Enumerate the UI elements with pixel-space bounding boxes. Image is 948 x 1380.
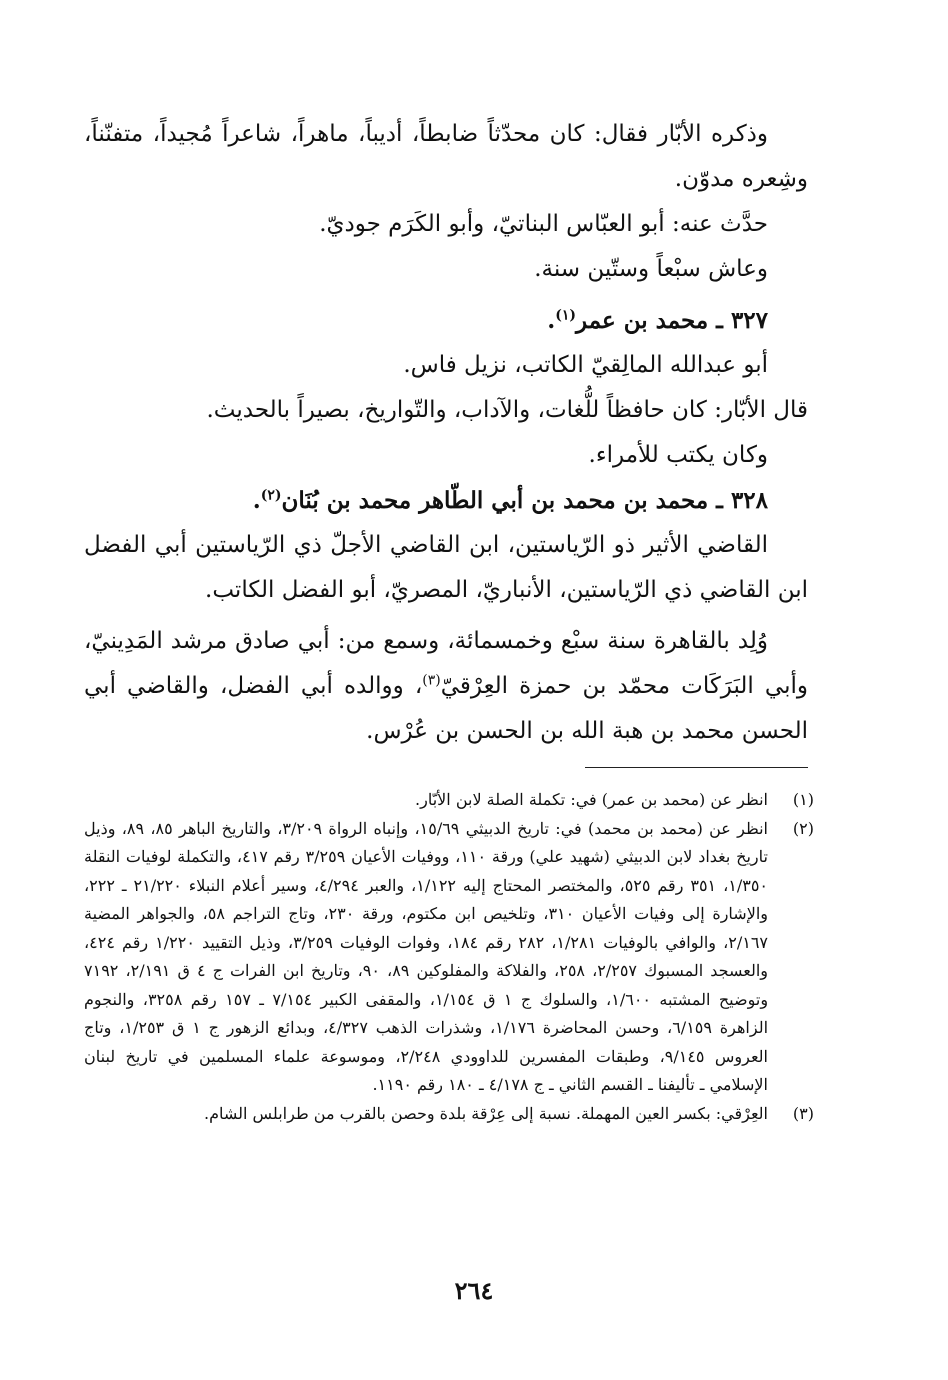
footnote-number: (١) [792,790,814,809]
entry-328-tail: . [252,487,261,514]
footnote [84,1100,814,1129]
entry-327-heading [84,298,808,343]
paragraph-lifespan: وعاش سبْعاً وستّين سنة. [534,256,768,282]
entry-328-heading [84,478,808,523]
entry-327-title: ٣٢٧ ـ محمد بن عمر [576,307,768,334]
entry-327-tail: . [547,307,556,334]
paragraph-abbar-quote: وذكره الأبّار فقال: كان محدّثاً ضابطاً، أديباً، ماهراً، شاعراً مُجيداً، متفنّناً، وشِعره مدوّن. [84,121,808,192]
footnote [84,786,814,815]
footnote [84,815,814,1100]
entry-328-title: ٣٢٨ ـ محمد بن محمد بن أبي الطّاهر محمد بن بُنَان [281,487,768,514]
footnote-number: (٢) [792,818,814,838]
footnote-ref-2: (٢) [260,487,282,504]
footnote-number: (٣) [792,1103,814,1123]
footnote-text: انظر عن (محمد بن عمر) في: تكملة الصلة لابن الأبّار. [415,790,768,809]
entry-328-lineage: القاضي الأثير ذو الرّياستين، ابن القاضي الأجلّ ذي الرّياستين أبي الفضل ابن القاضي ذي الرّياستين، الأنباريّ، المصريّ، أبو الفضل الكاتب. [84,532,808,603]
footnote-separator [585,767,808,768]
entry-328-birth-text: ، ووالده أبي الفضل، والقاضي أبي الحسن محمد بن هبة الله بن الحسن بن عُرْس. [84,673,808,744]
footnote-ref-1: (١) [555,307,576,324]
entry-328-birth-text: وُلِد بالقاهرة سنة سبْع وخمسمائة، وسمع من: أبي صادق مرشد المَدِينيّ، وأبي البَرَكَات محمّد بن حمزة العِرْقيّ [84,628,808,699]
footnotes [84,786,814,1128]
entry-327-line: أبو عبدالله المالِقيّ الكاتب، نزيل فاس. [403,352,768,378]
page-number: ٢٦٤ [454,1276,494,1305]
main-text [84,112,808,754]
entry-328-birth [84,619,808,754]
footnote-ref-3: (٣) [422,672,441,689]
entry-327-line: قال الأبّار: كان حافظاً للُّغات، والآداب، والتّواريخ، بصيراً بالحديث. [206,397,808,423]
entry-327-line: وكان يكتب للأمراء. [588,442,768,468]
footnote-text: انظر عن (محمد بن محمد) في: تاريخ الدبيثي ١٥/٦٩، وإنباه الرواة ٣/٢٠٩، والتاريخ الباهر ٨٥، ٨٩، وذيل تاريخ بغداد لابن الدبيثي (شهيد علي) ورقة ١١٠، ووفيات الأعيان ٣/٢٥٩ رقم ٤١٧، والتكملة لوفيات النقلة ١/٣٥٠، ٣٥١ رقم ٥٢٥، والمختصر المحتاج إليه ١/١٢٢، والعبر ٤/٢٩٤، وسير أعلام النبلاء ٢١/٢٢٠ ـ ٢٢٢، والإشارة إلى وفيات الأعيان ٣١٠، وتلخيص ابن مكتوم، ورقة ٢٣٠، وتاج التراجم ٥٨، والجواهر المضية ٢/١٦٧، والوافي بالوفيات ١/٢٨١، ٢٨٢ رقم ١٨٤، وفوات الوفيات ٣/٢٥٩، وذيل التقييد ١/٢٢٠ رقم ٤٢٤، والعسجد المسبوك ٢/٢٥٧، ٢٥٨، والفلاكة والمفلوكين ٨٩، ٩٠، وتاريخ ابن الفرات ج ٤ ق ٢/١٩١، ٧١٩٢ وتوضيح المشتبه ١/٦٠٠، والسلوك ج ١ ق ١/١٥٤، والمقفى الكبير ٧/١٥٤ ـ ١٥٧ رقم ٣٢٥٨، والنجوم الزاهرة ٦/١٥٩، وحسن المحاضرة ١/١٧٦، وشذرات الذهب ٤/٣٢٧، وبدائع الزهور ج ١ ق ١/٢٥٣، وتاج العروس ٩/١٤٥، وطبقات المفسرين للداوودي ٢/٢٤٨، وموسوعة علماء المسلمين في تاريخ لبنان الإسلامي ـ تأليفنا ـ القسم الثاني ـ ج ٤/١٧٨ ـ ١٨٠ رقم ١١٩٠. [84,818,769,1094]
paragraph-narrators: حدَّث عنه: أبو العبّاس البناتيّ، وأبو الكَرَم جوديّ. [319,211,768,237]
footnote-text: العِرْقي: بكسر العين المهملة. نسبة إلى عِرْقة بلدة وحصن بالقرب من طرابلس الشام. [203,1103,768,1123]
